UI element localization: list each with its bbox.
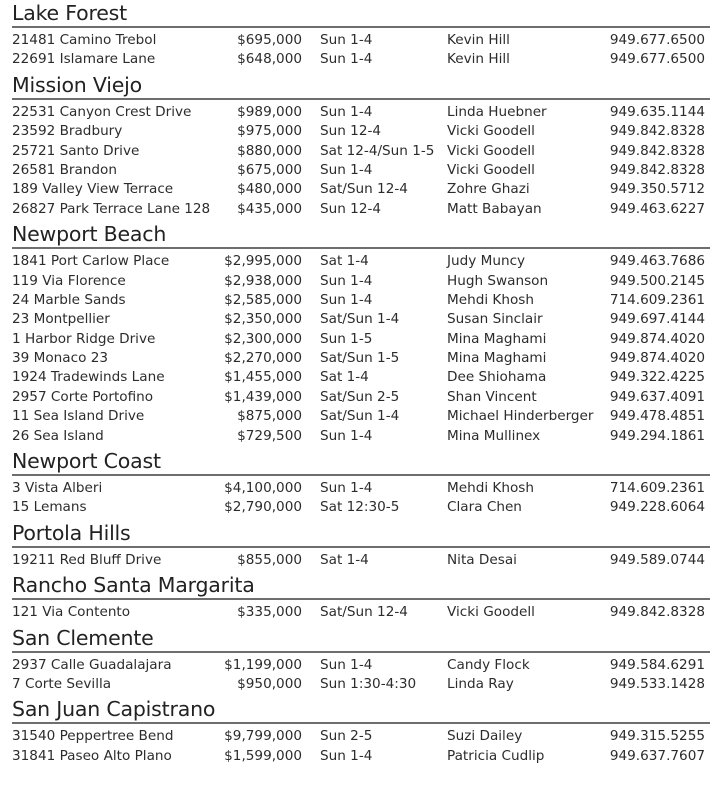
listing-agent: Shan Vincent — [447, 388, 537, 405]
listing-price: $1,455,000 — [224, 369, 302, 386]
listing-price: $1,439,000 — [224, 388, 302, 405]
listing-open-time: Sat/Sun 12-4 — [320, 181, 408, 198]
listing-agent: Nita Desai — [447, 551, 517, 568]
listing-phone: 949.637.4091 — [609, 388, 705, 405]
listing-phone: 949.635.1144 — [609, 103, 705, 120]
listing-address: 23592 Bradbury — [12, 123, 123, 140]
listing-price: $435,000 — [237, 200, 302, 217]
listing-price: $875,000 — [237, 408, 302, 425]
city-section — [0, 221, 722, 448]
listing-open-time: Sat/Sun 1-4 — [320, 311, 400, 328]
listing-price: $2,995,000 — [224, 253, 302, 270]
listing-row — [0, 368, 722, 387]
listing-address: 23 Montpellier — [12, 311, 110, 328]
listing-agent: Mehdi Khosh — [447, 291, 534, 308]
listing-agent: Judy Muncy — [447, 253, 526, 270]
listing-agent: Michael Hinderberger — [447, 408, 594, 425]
city-name: Newport Coast — [12, 449, 161, 474]
city-name: Newport Beach — [12, 222, 167, 247]
listing-address: 3 Vista Alberi — [12, 480, 103, 497]
listing-agent: Kevin Hill — [447, 51, 510, 68]
listing-phone: 714.609.2361 — [609, 480, 705, 497]
listing-agent: Mehdi Khosh — [447, 480, 534, 497]
listing-open-time: Sun 1-4 — [320, 291, 373, 308]
listing-phone: 949.584.6291 — [609, 656, 705, 673]
city-section — [0, 572, 722, 624]
listing-price: $2,270,000 — [224, 350, 302, 367]
listing-phone: 949.315.5255 — [609, 728, 705, 745]
listing-open-time: Sun 1-4 — [320, 103, 373, 120]
listing-phone: 949.478.4851 — [609, 408, 705, 425]
listing-agent: Susan Sinclair — [447, 311, 543, 328]
listing-address: 1841 Port Carlow Place — [12, 253, 170, 270]
listing-row — [0, 747, 722, 766]
listing-open-time: Sun 1-4 — [320, 51, 373, 68]
listing-phone: 949.697.4144 — [609, 311, 705, 328]
city-name: Rancho Santa Margarita — [12, 573, 255, 598]
listing-phone: 949.350.5712 — [609, 181, 705, 198]
listing-agent: Mina Mullinex — [447, 427, 541, 444]
listing-address: 26 Sea Island — [12, 427, 104, 444]
city-section — [0, 520, 722, 572]
city-heading — [12, 0, 710, 28]
listing-address: 26581 Brandon — [12, 161, 117, 178]
listing-open-time: Sun 1-4 — [320, 161, 373, 178]
city-heading — [12, 572, 710, 600]
listing-row — [0, 498, 722, 517]
listing-row — [0, 727, 722, 746]
listing-row — [0, 291, 722, 310]
listing-rows — [0, 724, 722, 768]
listing-phone: 949.322.4225 — [609, 369, 705, 386]
listing-price: $2,790,000 — [224, 499, 302, 516]
listing-address: 11 Sea Island Drive — [12, 408, 145, 425]
listing-phone: 949.228.6064 — [609, 499, 705, 516]
listing-price: $729,500 — [237, 427, 302, 444]
city-heading — [12, 520, 710, 548]
listing-phone: 949.677.6500 — [609, 32, 705, 48]
listing-row — [0, 427, 722, 446]
listing-address: 24 Marble Sands — [12, 291, 126, 308]
listing-open-time: Sat/Sun 12-4 — [320, 604, 408, 621]
listing-address: 189 Valley View Terrace — [12, 181, 174, 198]
listing-row — [0, 50, 722, 69]
listing-agent: Hugh Swanson — [447, 272, 549, 289]
listing-phone: 949.637.7607 — [609, 747, 705, 764]
listing-price: $480,000 — [237, 181, 302, 198]
listing-open-time: Sat/Sun 2-5 — [320, 388, 400, 405]
listing-phone: 949.294.1861 — [609, 427, 705, 444]
listing-row — [0, 180, 722, 199]
listing-phone: 949.500.2145 — [609, 272, 705, 289]
listing-open-time: Sat 1-4 — [320, 551, 369, 568]
listing-price: $2,585,000 — [224, 291, 302, 308]
listing-row — [0, 330, 722, 349]
listing-open-time: Sat/Sun 1-5 — [320, 350, 400, 367]
listing-address: 2937 Calle Guadalajara — [12, 656, 172, 673]
listing-price: $675,000 — [237, 161, 302, 178]
listing-price: $648,000 — [237, 51, 302, 68]
listing-agent: Vicki Goodell — [447, 142, 535, 159]
listing-agent: Mina Maghami — [447, 350, 547, 367]
city-section — [0, 625, 722, 697]
city-name: San Clemente — [12, 625, 154, 650]
listing-rows — [0, 476, 722, 520]
listing-rows — [0, 600, 722, 624]
listing-address: 7 Corte Sevilla — [12, 675, 112, 692]
listing-rows — [0, 653, 722, 697]
listing-open-time: Sat 1-4 — [320, 369, 369, 386]
city-name: Mission Viejo — [12, 72, 143, 97]
listing-phone: 949.463.6227 — [609, 200, 705, 217]
listing-address: 1924 Tradewinds Lane — [12, 369, 165, 386]
listing-agent: Vicki Goodell — [447, 123, 535, 140]
listing-phone: 949.842.8328 — [609, 142, 705, 159]
listing-row — [0, 142, 722, 161]
listing-price: $1,199,000 — [224, 656, 302, 673]
listing-open-time: Sun 12-4 — [320, 200, 382, 217]
listing-open-time: Sat 12:30-5 — [320, 499, 400, 516]
listing-agent: Dee Shiohama — [447, 369, 547, 386]
listing-phone: 949.463.7686 — [609, 253, 705, 270]
listing-agent: Linda Huebner — [447, 103, 547, 120]
listing-row — [0, 31, 722, 50]
listing-agent: Zohre Ghazi — [447, 181, 530, 198]
city-section — [0, 448, 722, 520]
listing-open-time: Sun 1-4 — [320, 656, 373, 673]
city-heading — [12, 448, 710, 476]
listing-row — [0, 479, 722, 498]
city-name: Portola Hills — [12, 520, 131, 545]
listing-price: $695,000 — [237, 32, 302, 48]
listing-price: $9,799,000 — [224, 728, 302, 745]
listing-row — [0, 407, 722, 426]
listing-price: $880,000 — [237, 142, 302, 159]
listing-phone: 949.677.6500 — [609, 51, 705, 68]
listing-address: 22691 Islamare Lane — [12, 51, 156, 68]
listing-agent: Kevin Hill — [447, 32, 510, 48]
listing-price: $2,350,000 — [224, 311, 302, 328]
listing-address: 31540 Peppertree Bend — [12, 728, 174, 745]
listing-price: $335,000 — [237, 604, 302, 621]
listing-open-time: Sun 1-4 — [320, 272, 373, 289]
listing-open-time: Sat/Sun 1-4 — [320, 408, 400, 425]
listing-open-time: Sun 1-4 — [320, 480, 373, 497]
listing-agent: Patricia Cudlip — [447, 747, 545, 764]
listing-open-time: Sun 1-4 — [320, 427, 373, 444]
listing-phone: 949.842.8328 — [609, 123, 705, 140]
listing-row — [0, 388, 722, 407]
listing-address: 39 Monaco 23 — [12, 350, 109, 367]
listing-open-time: Sun 1-4 — [320, 32, 373, 48]
listing-address: 15 Lemans — [12, 499, 87, 516]
listing-agent: Candy Flock — [447, 656, 530, 673]
listing-row — [0, 272, 722, 291]
listing-price: $2,300,000 — [224, 330, 302, 347]
listing-row — [0, 252, 722, 271]
listing-agent: Mina Maghami — [447, 330, 547, 347]
listing-open-time: Sun 12-4 — [320, 123, 382, 140]
listing-price: $975,000 — [237, 123, 302, 140]
listing-rows — [0, 249, 722, 448]
listing-open-time: Sat 1-4 — [320, 253, 369, 270]
city-heading — [12, 221, 710, 249]
listing-address: 31841 Paseo Alto Plano — [12, 747, 172, 764]
listing-agent: Suzi Dailey — [447, 728, 523, 745]
listing-address: 26827 Park Terrace Lane 128 — [12, 200, 211, 217]
listing-row — [0, 656, 722, 675]
listing-address: 21481 Camino Trebol — [12, 32, 157, 48]
listing-open-time: Sun 1:30-4:30 — [320, 675, 417, 692]
listing-phone: 714.609.2361 — [609, 291, 705, 308]
listing-address: 19211 Red Bluff Drive — [12, 551, 162, 568]
city-heading — [12, 72, 710, 100]
city-section — [0, 696, 722, 768]
listing-address: 2957 Corte Portofino — [12, 388, 154, 405]
city-heading — [12, 696, 710, 724]
city-section — [0, 0, 722, 72]
listing-row — [0, 603, 722, 622]
listing-price: $2,938,000 — [224, 272, 302, 289]
listing-phone: 949.842.8328 — [609, 604, 705, 621]
listing-row — [0, 349, 722, 368]
listing-agent: Matt Babayan — [447, 200, 542, 217]
listing-open-time: Sun 1-5 — [320, 330, 373, 347]
listing-open-time: Sat 12-4/Sun 1-5 — [320, 142, 435, 159]
listing-phone: 949.874.4020 — [609, 330, 705, 347]
listing-agent: Vicki Goodell — [447, 161, 535, 178]
listing-address: 22531 Canyon Crest Drive — [12, 103, 192, 120]
listing-agent: Clara Chen — [447, 499, 522, 516]
listing-price: $4,100,000 — [224, 480, 302, 497]
listing-rows — [0, 548, 722, 572]
listing-price: $989,000 — [237, 103, 302, 120]
listing-open-time: Sun 1-4 — [320, 747, 373, 764]
listing-price: $1,599,000 — [224, 747, 302, 764]
listing-agent: Linda Ray — [447, 675, 514, 692]
listing-row — [0, 122, 722, 141]
listing-phone: 949.874.4020 — [609, 350, 705, 367]
listing-address: 25721 Santo Drive — [12, 142, 140, 159]
listing-agent: Vicki Goodell — [447, 604, 535, 621]
city-section — [0, 72, 722, 221]
listing-address: 121 Via Contento — [12, 604, 131, 621]
city-name: Lake Forest — [12, 1, 127, 25]
listing-price: $855,000 — [237, 551, 302, 568]
listing-phone: 949.842.8328 — [609, 161, 705, 178]
listing-phone: 949.533.1428 — [609, 675, 705, 692]
listing-row — [0, 161, 722, 180]
listing-row — [0, 103, 722, 122]
listing-address: 119 Via Florence — [12, 272, 126, 289]
listing-price: $950,000 — [237, 675, 302, 692]
listing-rows — [0, 28, 722, 72]
listing-address: 1 Harbor Ridge Drive — [12, 330, 156, 347]
listing-row — [0, 675, 722, 694]
listing-rows — [0, 100, 722, 221]
listing-open-time: Sun 2-5 — [320, 728, 373, 745]
listing-row — [0, 551, 722, 570]
listing-row — [0, 200, 722, 219]
listing-phone: 949.589.0744 — [609, 551, 705, 568]
city-name: San Juan Capistrano — [12, 697, 216, 722]
city-heading — [12, 625, 710, 653]
listing-row — [0, 310, 722, 329]
